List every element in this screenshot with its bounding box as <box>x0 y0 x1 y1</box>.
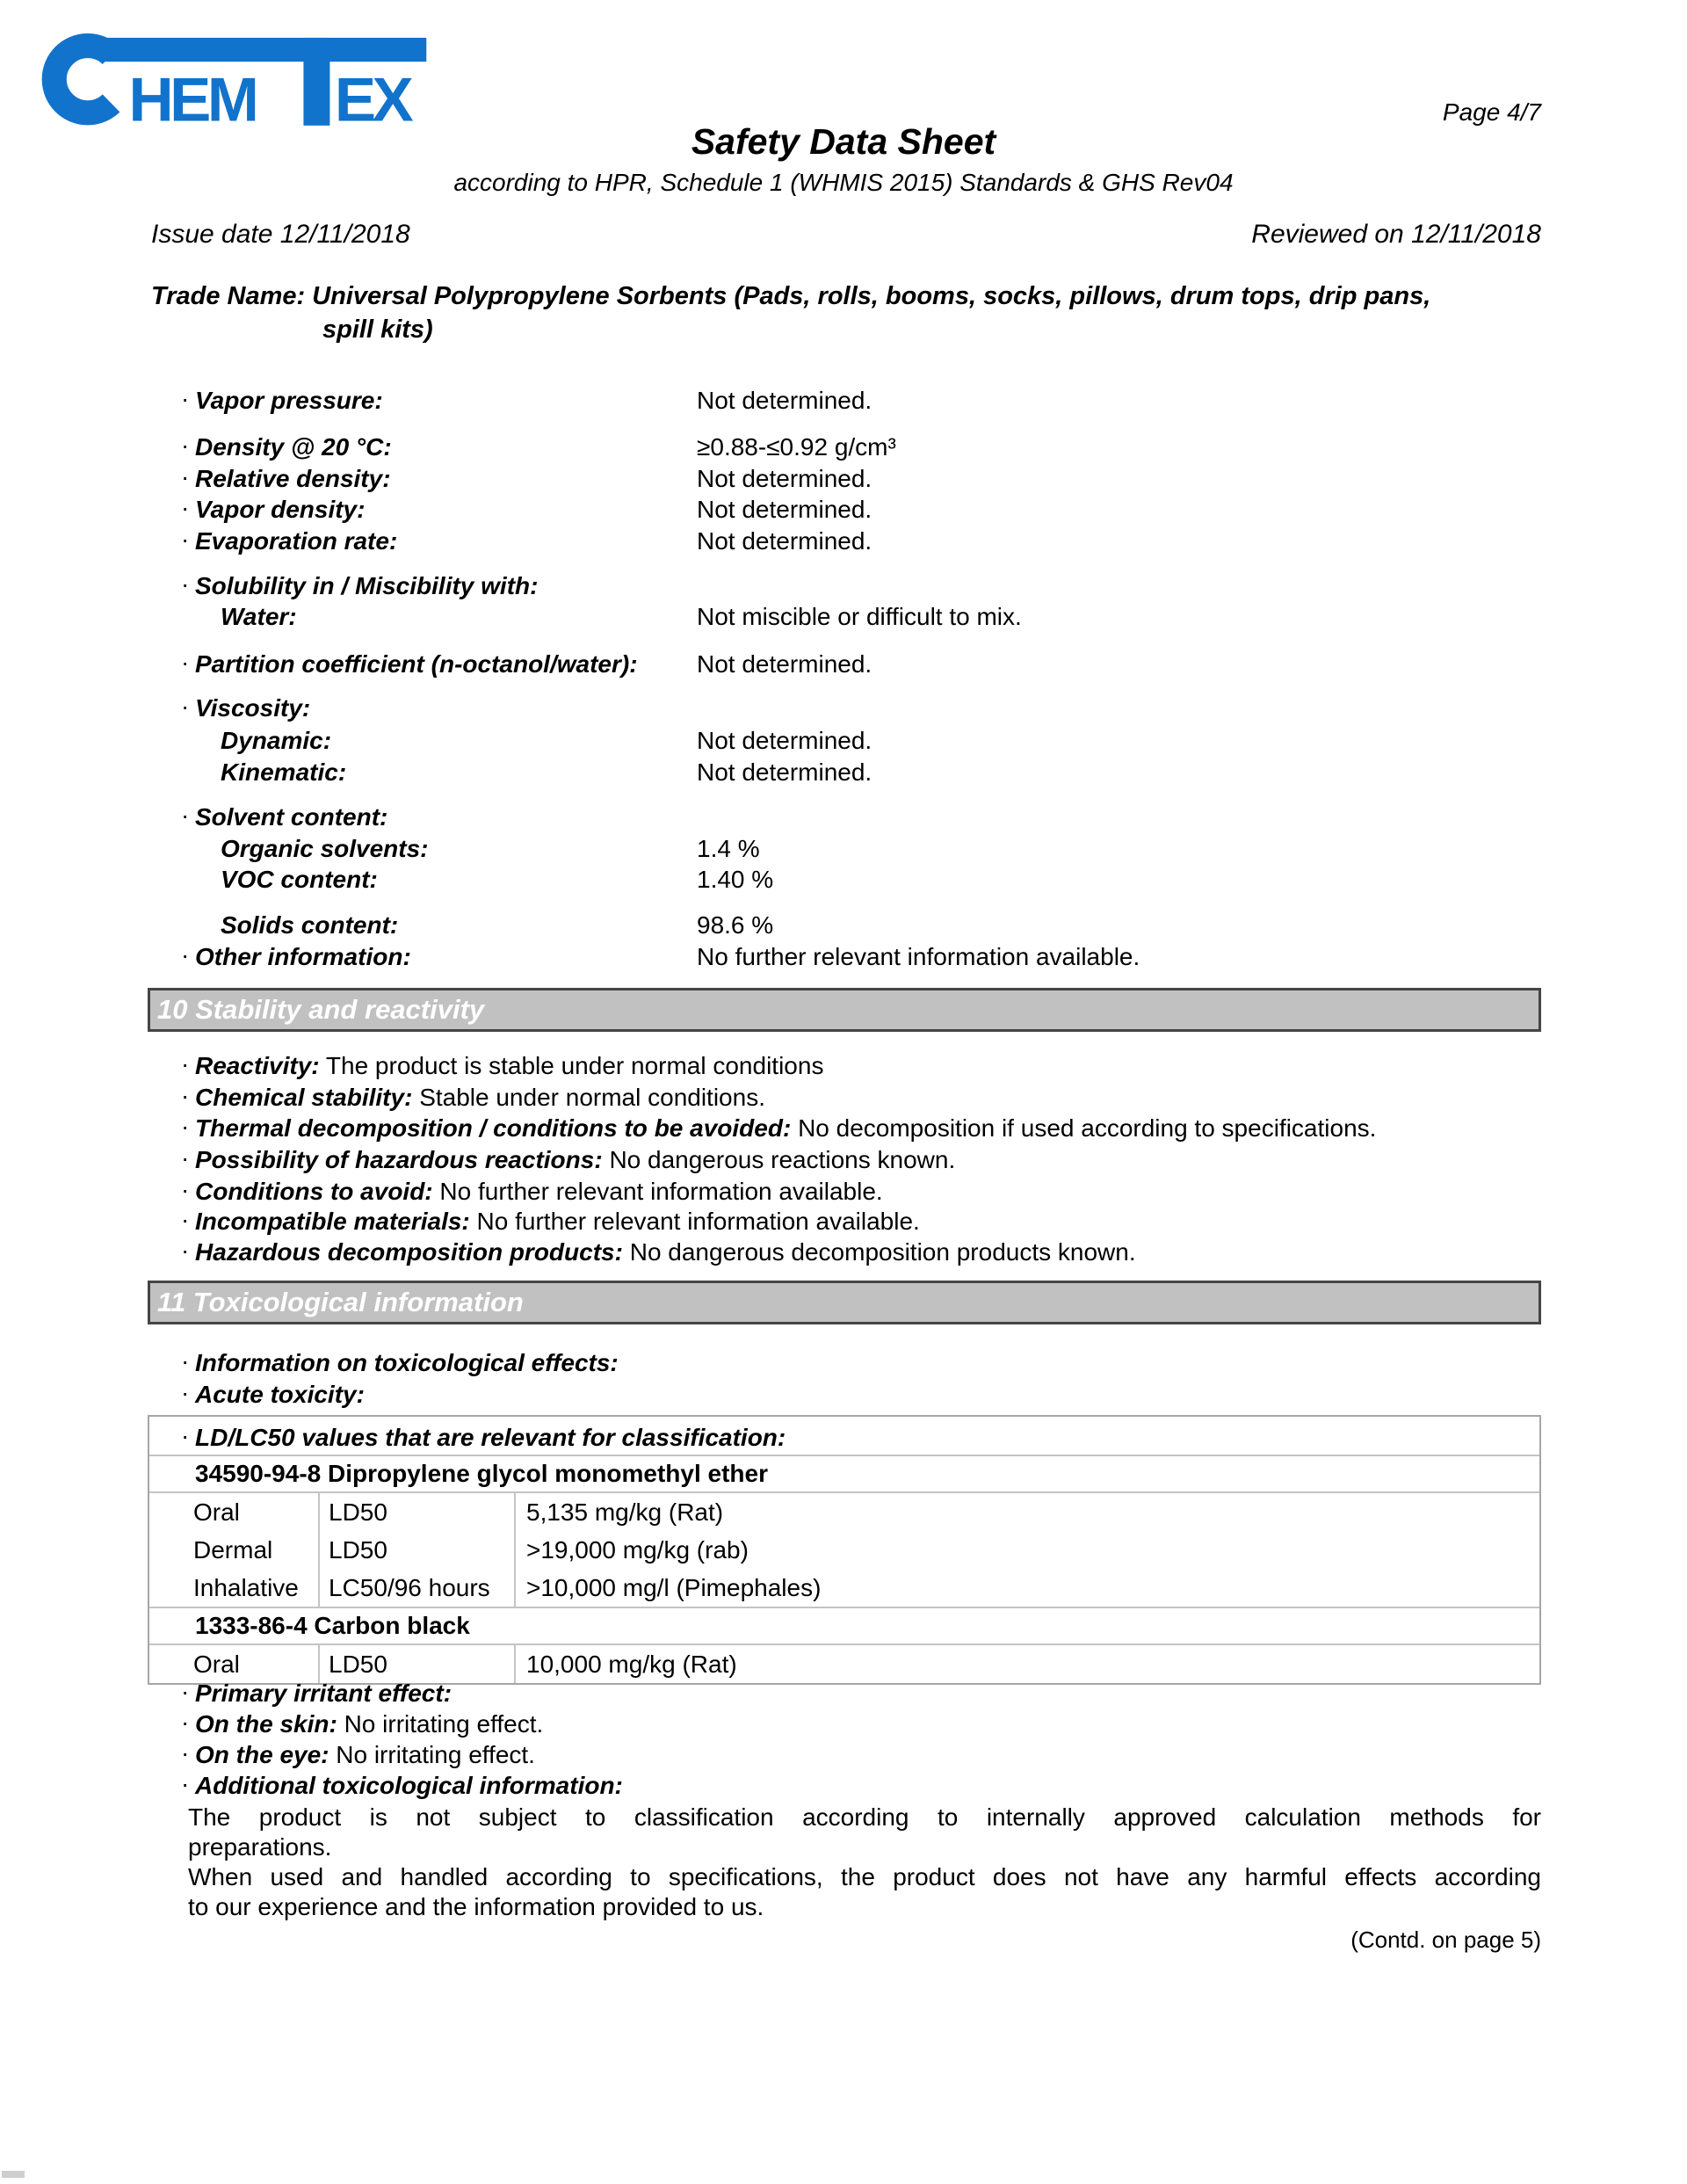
section11-item-on-the-eye <box>148 1741 1541 1771</box>
item-text: Stable under normal conditions. <box>419 1084 765 1111</box>
section10-item-conditions-to-avoid <box>148 1178 1541 1208</box>
exposure-route-cell: Oral <box>149 1645 320 1683</box>
section11-item-primary-irritant <box>148 1680 1541 1709</box>
trade-name <box>151 279 1522 346</box>
property-label: Relative density: <box>195 465 391 492</box>
item-label: On the eye: <box>195 1741 329 1768</box>
property-value: Not determined. <box>697 758 872 786</box>
corner-artifact <box>2 2171 25 2178</box>
property-value: ≥0.88-≤0.92 g/cm³ <box>697 433 896 461</box>
property-row-solvent-content <box>148 803 1541 833</box>
property-row-water <box>148 603 1541 633</box>
property-row-other-information <box>148 943 1541 973</box>
logo-text-ex: EX <box>334 65 410 135</box>
property-value: Not determined. <box>697 650 872 678</box>
property-label: Evaporation rate: <box>195 527 398 555</box>
reviewed-date: Reviewed on 12/11/2018 <box>1251 220 1541 249</box>
property-label: Solvent content: <box>195 803 388 831</box>
property-value: 1.4 % <box>697 835 760 862</box>
property-row-vapor-pressure <box>148 387 1541 417</box>
item-label: Thermal decomposition / conditions to be avoided: <box>195 1114 792 1142</box>
item-text: No further relevant information available. <box>439 1178 883 1205</box>
property-row-vapor-density <box>148 496 1541 526</box>
item-label: Conditions to avoid: <box>195 1178 433 1205</box>
result-cell: >10,000 mg/l (Pimephales) <box>526 1573 822 1601</box>
trade-name-line1: Trade Name: Universal Polypropylene Sorbents (Pads, rolls, booms, socks, pillows, drum tops, drip pans, <box>151 282 1431 310</box>
property-label: Water: <box>221 603 297 630</box>
chemtex-logo <box>38 26 429 135</box>
test-type-cell: LD50 <box>320 1493 516 1531</box>
table-header-row <box>149 1417 1539 1456</box>
table-header-label: LD/LC50 values that are relevant for classification: <box>195 1424 786 1451</box>
section11-item-acute-toxicity <box>148 1381 1541 1411</box>
property-row-solids-content <box>148 911 1541 941</box>
property-value: Not determined. <box>697 727 872 754</box>
test-type-cell: LC50/96 hours <box>320 1569 516 1607</box>
item-text: No irritating effect. <box>336 1741 535 1768</box>
item-label: Chemical stability: <box>195 1084 413 1111</box>
additional-info-paragraph-line: When used and handled according to specifications, the product does not have any harmful effects according <box>188 1863 1541 1890</box>
property-label: Organic solvents: <box>221 835 429 862</box>
logo-t-stem <box>303 38 329 126</box>
property-value: Not determined. <box>697 527 872 555</box>
section11-item-on-the-skin <box>148 1710 1541 1740</box>
page-number: Page 4/7 <box>1442 98 1541 126</box>
exposure-route-cell: Oral <box>149 1493 320 1531</box>
item-text: No irritating effect. <box>344 1710 544 1738</box>
item-label: Information on toxicological effects: <box>195 1349 619 1376</box>
document-title: Safety Data Sheet <box>691 121 996 162</box>
section-10-header-bar: 10 Stability and reactivity <box>148 988 1541 1032</box>
property-row-solubility <box>148 572 1541 602</box>
item-text: No dangerous reactions known. <box>609 1146 956 1173</box>
logo-t-crossbar <box>281 38 426 62</box>
property-row-evaporation-rate <box>148 527 1541 557</box>
item-label: Incompatible materials: <box>195 1208 470 1235</box>
property-label: Kinematic: <box>221 758 347 786</box>
result-cell: 5,135 mg/kg (Rat) <box>526 1498 724 1526</box>
section10-item-thermal-decomposition <box>148 1114 1541 1144</box>
ld-lc50-table <box>148 1415 1541 1685</box>
property-value: No further relevant information available. <box>697 943 1140 970</box>
issue-date: Issue date 12/11/2018 <box>151 220 410 249</box>
test-type-cell: LD50 <box>320 1645 516 1683</box>
substance-row-carbon-black: 1333-86-4 Carbon black <box>149 1608 1539 1645</box>
substance-row-dipropylene: 34590-94-8 Dipropylene glycol monomethyl ether <box>149 1456 1539 1493</box>
property-label: Solubility in / Miscibility with: <box>195 572 539 599</box>
item-text: No further relevant information available. <box>476 1208 920 1235</box>
toxicity-rows-dipropylene <box>149 1493 1539 1608</box>
item-label: Reactivity: <box>195 1052 320 1079</box>
section10-item-reactivity <box>148 1052 1541 1082</box>
property-row-kinematic <box>148 758 1541 788</box>
property-row-density <box>148 433 1541 463</box>
property-value: Not miscible or difficult to mix. <box>697 603 1022 630</box>
property-value: Not determined. <box>697 387 872 414</box>
property-label: Solids content: <box>221 911 399 939</box>
property-row-dynamic <box>148 727 1541 757</box>
property-row-viscosity <box>148 694 1541 724</box>
property-row-partition-coefficient <box>148 650 1541 680</box>
continued-note: (Contd. on page 5) <box>1350 1926 1541 1953</box>
section10-item-hazardous-reactions <box>148 1146 1541 1176</box>
item-label: Acute toxicity: <box>195 1381 365 1408</box>
item-label: Primary irritant effect: <box>195 1680 453 1707</box>
item-label: Additional toxicological information: <box>195 1772 623 1799</box>
property-label: Density @ 20 °C: <box>195 433 392 461</box>
property-label: Vapor density: <box>195 496 366 523</box>
item-label: Hazardous decomposition products: <box>195 1238 623 1266</box>
section10-item-hazardous-decomposition <box>148 1238 1541 1268</box>
logo-top-bar <box>102 38 281 62</box>
property-row-organic-solvents <box>148 835 1541 865</box>
exposure-route-cell: Inhalative <box>149 1569 320 1607</box>
property-value: 1.40 % <box>697 866 774 893</box>
section-11-header-bar: 11 Toxicological information <box>148 1281 1541 1324</box>
property-value: 98.6 % <box>697 911 774 939</box>
test-type-cell: LD50 <box>320 1531 516 1569</box>
item-label: On the skin: <box>195 1710 337 1738</box>
item-text: No decomposition if used according to specifications. <box>798 1114 1377 1142</box>
additional-info-paragraph-line: The product is not subject to classification according to internally approved calculation methods for <box>188 1803 1541 1831</box>
logo-text-hem: HEM <box>128 65 256 135</box>
property-label: Viscosity: <box>195 694 311 722</box>
chemtex-logo-icon <box>38 26 429 135</box>
additional-info-paragraph-line: to our experience and the information provided to us. <box>188 1893 764 1920</box>
property-row-voc-content <box>148 866 1541 896</box>
item-text: No dangerous decomposition products known. <box>629 1238 1136 1266</box>
section10-item-chemical-stability <box>148 1084 1541 1114</box>
document-subtitle: according to HPR, Schedule 1 (WHMIS 2015) Standards & GHS Rev04 <box>453 169 1234 196</box>
section11-item-additional-toxicological <box>148 1772 1541 1802</box>
additional-info-paragraph-line: preparations. <box>188 1833 332 1861</box>
property-label: Vapor pressure: <box>195 387 383 414</box>
item-text: The product is stable under normal conditions <box>325 1052 824 1079</box>
section11-item-toxicological-effects <box>148 1349 1541 1379</box>
property-label: Other information: <box>195 943 411 970</box>
result-cell: >19,000 mg/kg (rab) <box>526 1535 749 1564</box>
toxicity-rows-carbon-black <box>149 1645 1539 1683</box>
property-value: Not determined. <box>697 465 872 492</box>
item-label: Possibility of hazardous reactions: <box>195 1146 603 1173</box>
property-label: VOC content: <box>221 866 378 893</box>
result-cell: 10,000 mg/kg (Rat) <box>526 1650 737 1678</box>
property-label: Partition coefficient (n-octanol/water): <box>195 650 638 678</box>
section10-item-incompatible-materials <box>148 1208 1541 1237</box>
property-row-relative-density <box>148 465 1541 495</box>
property-label: Dynamic: <box>221 727 332 754</box>
exposure-route-cell: Dermal <box>149 1531 320 1569</box>
property-value: Not determined. <box>697 496 872 523</box>
trade-name-line2: spill kits) <box>322 316 433 344</box>
